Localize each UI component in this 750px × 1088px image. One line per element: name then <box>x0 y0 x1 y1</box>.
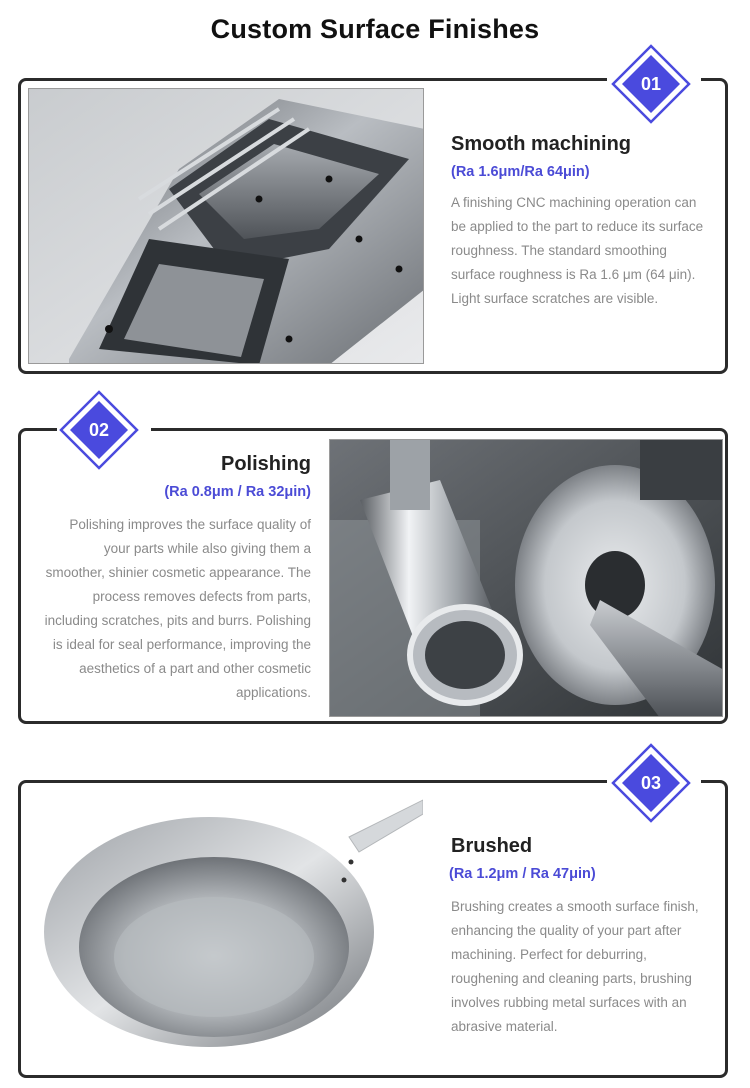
cnc-machined-metal-part-photo <box>28 88 424 364</box>
description-line: involves rubbing metal surfaces with an <box>451 995 687 1010</box>
description-line: applications. <box>235 685 311 700</box>
description-line: smoother, shinier cosmetic appearance. The <box>45 565 311 580</box>
section-description <box>451 191 721 311</box>
section-badge <box>611 44 691 124</box>
description-line: including scratches, pits and burrs. Polishing <box>44 613 311 628</box>
description-line: aesthetics of a part and other cosmetic <box>79 661 311 676</box>
description-line: be applied to the part to reduce its surface <box>451 219 704 234</box>
description-line: Polishing improves the surface quality of <box>69 517 311 532</box>
description-line: enhancing the quality of your part after <box>451 923 682 938</box>
roughness-value: (Ra 0.8μm / Ra 32μin) <box>164 484 311 500</box>
description-line: your parts while also giving them a <box>103 541 311 556</box>
section-badge <box>611 743 691 823</box>
section-number: 01 <box>640 74 662 94</box>
description-line: Brushing creates a smooth surface finish, <box>451 899 699 914</box>
description-line: is ideal for seal performance, improving the <box>52 637 311 652</box>
section-number: 03 <box>640 773 662 793</box>
finish-card-smooth-machining <box>18 74 728 374</box>
description-line: Light surface scratches are visible. <box>451 291 659 306</box>
description-line: surface roughness is Ra 1.6 μm (64 μin). <box>451 267 696 282</box>
brushed-steel-pan-photo <box>29 792 423 1068</box>
section-number: 02 <box>88 420 110 440</box>
description-line: roughening and cleaning parts, brushing <box>451 971 692 986</box>
section-title: Smooth machining <box>451 133 631 155</box>
finish-card-brushed <box>18 773 728 1078</box>
description-line: A finishing CNC machining operation can <box>451 195 697 210</box>
description-line: machining. Perfect for deburring, <box>451 947 647 962</box>
section-title: Brushed <box>451 835 533 857</box>
polishing-wheel-metal-tube-photo <box>329 439 723 717</box>
roughness-value: (Ra 1.2μm / Ra 47μin) <box>449 866 596 882</box>
section-description <box>451 895 721 1039</box>
description-line: process removes defects from parts, <box>92 589 311 604</box>
section-title: Polishing <box>221 453 311 475</box>
roughness-value: (Ra 1.6μm/Ra 64μin) <box>451 164 590 180</box>
page-title: Custom Surface Finishes <box>210 14 540 44</box>
description-line: abrasive material. <box>451 1019 558 1034</box>
finish-card-polishing <box>18 420 728 724</box>
section-description <box>27 513 311 705</box>
description-line: roughness. The standard smoothing <box>451 243 667 258</box>
